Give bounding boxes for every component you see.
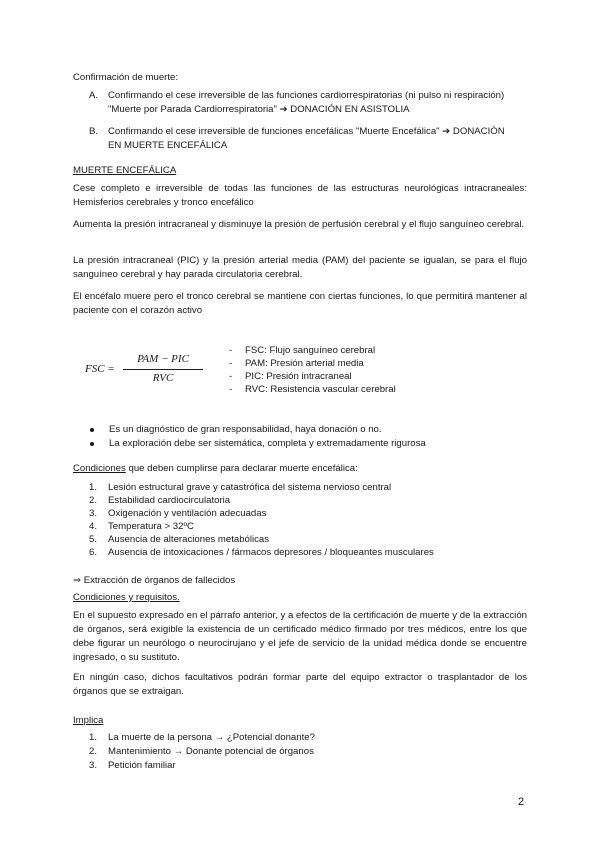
fsc-formula bbox=[85, 352, 235, 388]
brain-death-paragraph-3: La presión intracraneal (PIC) y la presión arterial media (PAM) del paciente se igualan, se para el flujo sanguíneo cerebral y hay parada circulatoria cerebral. bbox=[73, 255, 527, 280]
bullet-dot-icon bbox=[90, 428, 94, 432]
bullet-dot-icon bbox=[90, 442, 94, 446]
fraction-bar bbox=[123, 369, 203, 370]
item-marker: B. bbox=[89, 126, 99, 137]
page-number: 2 bbox=[518, 796, 525, 808]
brain-death-heading: MUERTE ENCEFÁLICA bbox=[73, 165, 177, 176]
document-page: Confirmación de muerte: A. Confirmando el cese irreversible de las funciones cardiorrespiratorias (ni pulso ni respiración) "Muerte por Parada Cardiorrespiratoria" ➔ DONACIÓN EN ASISTOLIA B. Confirmando el cese irreversible de funciones encefálicas "Muerte Encefálica" ➔ DONACIÓN EN MUERTE ENCEFÁLICA MUERTE ENCEFÁLICA Cese completo e irreversible de todas las funciones de las estructuras neurológicas intracraneales: Hemisferios cerebrales y tronco encefálico Aumenta la presión intracraneal y disminuye la presión de perfusión cerebral y el flujo sanguíneo cerebral. La presión intracraneal (PIC) y la presión arterial media (PAM) del paciente se igualan, se para el flujo sanguíneo cerebral y hay parada circulatoria cerebral. El encéfalo muere pero el tronco cerebral se mantiene con ciertas funciones, lo que permitirá mantener al paciente con el corazón activo FSC = PAM − PIC RVC - FSC: Flujo sanguíneo cerebral - PAM: Presión arterial media - PIC: Presión intracraneal - RVC: Resistencia vascular cerebral Es un diagnóstico de gran responsabilidad, haya donación o no. La exploración debe ser sistemática, completa y extremadamente rigurosa Condiciones que deben cumplirse para declarar muerte encefálica: 1. Lesión estructural grave y catastrófica del sistema nervioso central 2. Estabilidad cardiocirculatoria 3. Oxigenación y ventilación adecuadas 4. Temperatura > 32ºC 5. Ausencia de alteraciones metabólicas 6. Ausencia de intoxicaciones / fármacos depresores / bloqueantes musculares ⇒ Extracción de órganos de fallecidos Condiciones y requisitos. En el supuesto expresado en el párrafo anterior, y a efectos de la certificación de muerte y de la extracción de órganos, será exigible la existencia de un certificado médico firmado por tres médicos, entre los que debe figurar un neurólogo o neurocirujano y el jefe de servicio de la unidad médica donde se encuentre ingresado, o su sustituto. En ningún caso, dichos facultativos podrán formar parte del equipo extractor o trasplantador de los órganos que se extraigan. Implica 1. La muerte de la persona → ¿Potencial donante? 2. Mantenimiento → Donante potencial de órganos 3. Petición familiar 2 bbox=[73, 72, 527, 808]
item-text-line1: Confirmando el cese irreversible de las funciones cardiorrespiratorias (ni pulso ni respiración) bbox=[108, 90, 505, 101]
item-text-line2: EN MUERTE ENCEFÁLICA bbox=[108, 140, 228, 151]
brain-death-paragraph-4: El encéfalo muere pero el tronco cerebral se mantiene con ciertas funciones, lo que permitirá mantener al paciente con el corazón activo bbox=[73, 291, 527, 316]
formula-lhs: FSC = bbox=[85, 363, 115, 375]
extraction-title: ⇒ Extracción de órganos de fallecidos bbox=[73, 575, 236, 586]
item-text-line2: "Muerte por Parada Cardiorrespiratoria" ➔ DONACIÓN EN ASISTOLIA bbox=[108, 104, 410, 115]
extraction-subheading: Condiciones y requisitos. bbox=[73, 592, 180, 603]
extraction-paragraph-2: En ningún caso, dichos facultativos podrán formar parte del equipo extractor o trasplantador de los órganos que se extraigan. bbox=[73, 672, 527, 697]
item-text-line1: Confirmando el cese irreversible de funciones encefálicas "Muerte Encefálica" ➔ DONACIÓN bbox=[108, 126, 505, 137]
implica-heading: Implica bbox=[73, 715, 104, 726]
formula-denominator: RVC bbox=[152, 372, 174, 384]
conditions-heading: Condiciones que deben cumplirse para declarar muerte encefálica: bbox=[73, 463, 358, 474]
item-marker: A. bbox=[89, 90, 99, 101]
extraction-paragraph-1: En el supuesto expresado en el párrafo anterior, y a efectos de la certificación de muerte y de la extracción de órganos, será exigible la existencia de un certificado médico firmado por tres médicos, entre los que debe figurar un neurólogo o neurocirujano y el jefe de servicio de la unidad médica donde se encuentre ingresado, o su sustituto. bbox=[73, 610, 527, 663]
brain-death-paragraph-2: Aumenta la presión intracraneal y disminuye la presión de perfusión cerebral y el flujo sanguíneo cerebral. bbox=[73, 219, 525, 230]
confirmation-title: Confirmación de muerte: bbox=[73, 72, 179, 83]
brain-death-paragraph-1: Cese completo e irreversible de todas las funciones de las estructuras neurológicas intracraneales: Hemisferios cerebrales y tronco encefálico bbox=[73, 183, 527, 208]
formula-numerator: PAM − PIC bbox=[137, 353, 189, 365]
